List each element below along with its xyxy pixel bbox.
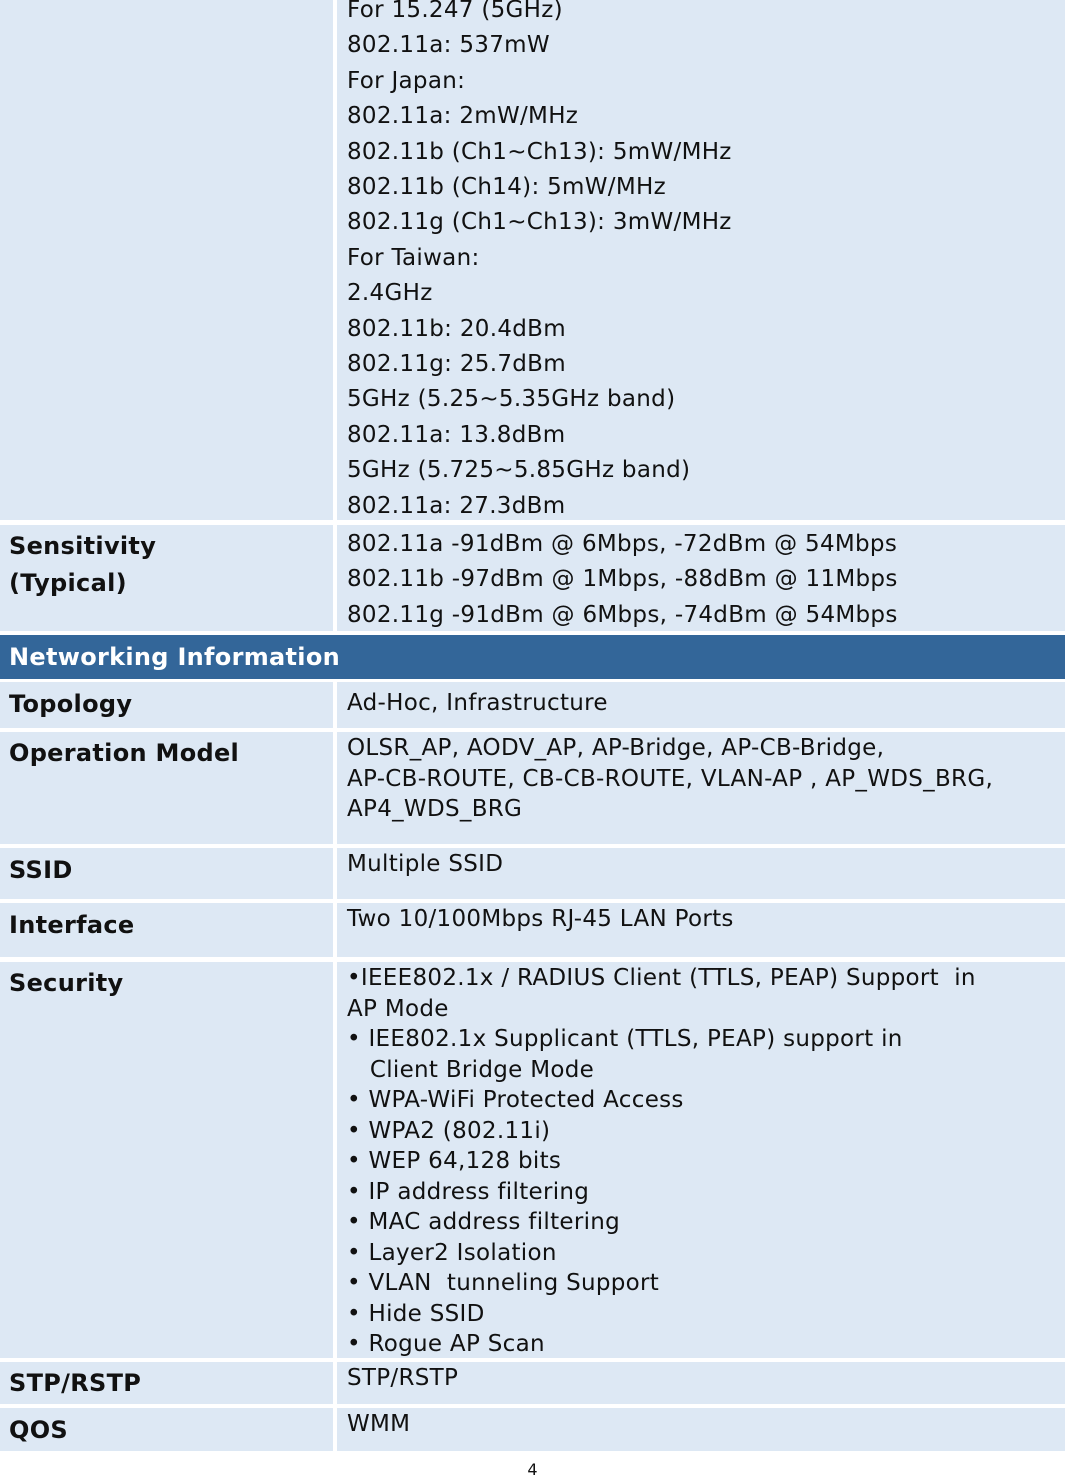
table-row-operation-model [0,732,1065,844]
list-item: • VLAN tunneling Support [347,1270,660,1296]
interface-value: Two 10/100Mbps RJ-45 LAN Ports [337,903,1065,957]
section-header-networking: Networking Information [0,635,1065,679]
security-values [337,962,1065,1358]
sensitivity-values [337,525,1065,631]
table-row-sensitivity [0,525,1065,631]
table-row-tx-power [0,0,1065,520]
list-item: 802.11a: 537mW [347,32,550,59]
table-row-stp [0,1362,1065,1404]
list-item: • IEE802.1x Supplicant (TTLS, PEAP) support in [347,1026,903,1052]
table-row-interface [0,903,1065,957]
list-item: 5GHz (5.725~5.85GHz band) [347,457,691,484]
row-label-ssid: SSID [0,848,333,899]
qos-value: WMM [337,1408,1065,1451]
row-label-sensitivity [0,525,333,631]
list-item: 802.11g -91dBm @ 6Mbps, -74dBm @ 54Mbps [347,601,898,628]
row-label-interface: Interface [0,903,333,957]
list-item: • Layer2 Isolation [347,1239,557,1266]
list-item: 802.11b (Ch1~Ch13): 5mW/MHz [347,138,732,165]
list-item: • MAC address filtering [347,1209,621,1235]
list-item: • WEP 64,128 bits [347,1148,562,1174]
list-item: 802.11a: 2mW/MHz [347,103,579,130]
list-item: •IEEE802.1x / RADIUS Client (TTLS, PEAP) Support in [347,965,976,991]
row-label-empty [0,0,333,520]
list-item: 802.11a: 13.8dBm [347,421,566,448]
list-item: 5GHz (5.25~5.35GHz band) [347,386,676,413]
page-number: 4 [527,1460,538,1479]
row-label-security: Security [0,962,333,1358]
list-item: For Japan: [347,67,466,94]
list-item: AP-CB-ROUTE, CB-CB-ROUTE, VLAN-AP , AP_WDS_BRG, [347,765,994,792]
list-item: • Hide SSID [347,1300,485,1327]
table-row-security [0,962,1065,1358]
sensitivity-label-line2: (Typical) [9,569,127,597]
list-item: 2.4GHz [347,280,433,307]
list-item: • Rogue AP Scan [347,1331,545,1357]
list-item: AP4_WDS_BRG [347,796,523,822]
stp-value: STP/RSTP [337,1362,1065,1404]
list-item: 802.11b -97dBm @ 1Mbps, -88dBm @ 11Mbps [347,566,898,593]
operation-model-values [337,732,1065,844]
table-row-topology [0,682,1065,728]
list-item: Client Bridge Mode [347,1056,595,1083]
topology-value: Ad-Hoc, Infrastructure [337,682,1065,728]
ssid-value: Multiple SSID [337,848,1065,899]
table-row-qos [0,1408,1065,1451]
tx-power-values [337,0,1065,520]
row-label-stp: STP/RSTP [0,1362,333,1404]
list-item: 802.11a -91dBm @ 6Mbps, -72dBm @ 54Mbps [347,531,898,557]
row-label-operation-model: Operation Model [0,732,333,844]
list-item: OLSR_AP, AODV_AP, AP-Bridge, AP-CB-Bridge, [347,735,885,761]
row-label-qos: QOS [0,1408,333,1451]
list-item: For 15.247 (5GHz) [347,0,563,23]
table-row-ssid [0,848,1065,899]
list-item: 802.11a: 27.3dBm [347,492,566,519]
list-item: 802.11b (Ch14): 5mW/MHz [347,174,666,201]
row-label-topology: Topology [0,682,333,728]
list-item: 802.11b: 20.4dBm [347,315,566,342]
list-item: For Taiwan: [347,244,480,271]
list-item: 802.11g: 25.7dBm [347,351,566,378]
list-item: • IP address filtering [347,1178,590,1205]
list-item: AP Mode [347,995,449,1022]
sensitivity-label-line1: Sensitivity [9,532,157,560]
list-item: • WPA2 (802.11i) [347,1117,551,1144]
list-item: 802.11g (Ch1~Ch13): 3mW/MHz [347,209,732,236]
list-item: • WPA-WiFi Protected Access [347,1087,684,1113]
